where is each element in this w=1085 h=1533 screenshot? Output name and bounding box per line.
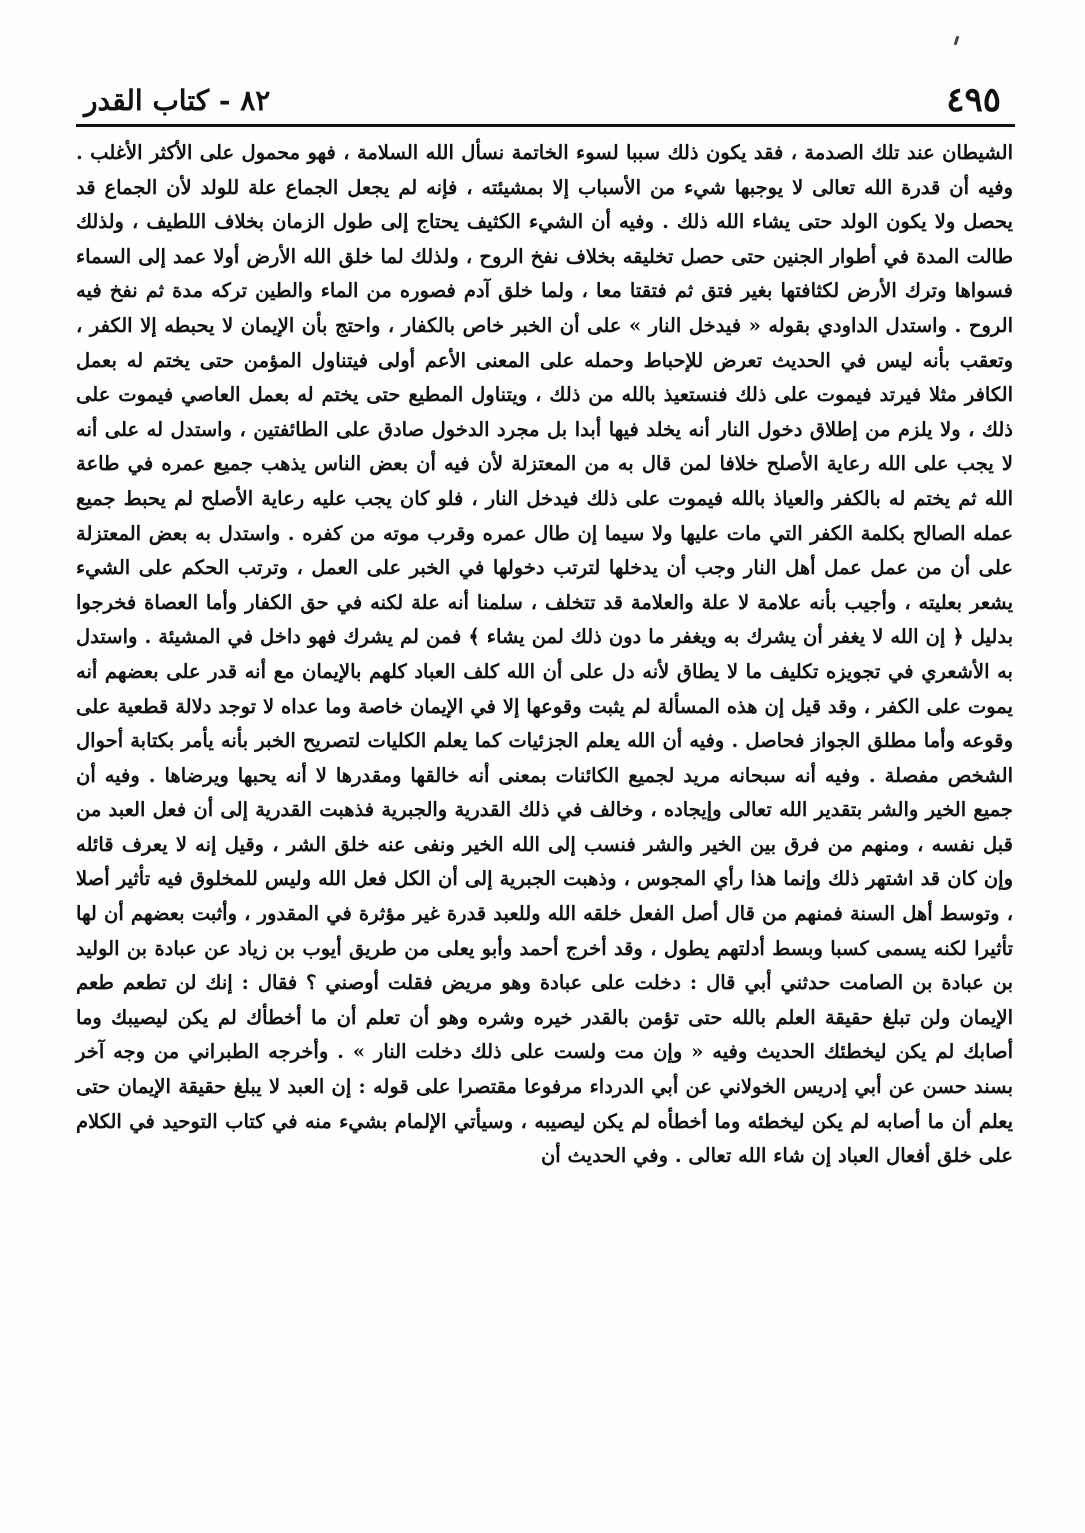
body-paragraph: الشيطان عند تلك الصدمة ، فقد يكون ذلك سببا لسوء الخاتمة نسأل الله السلامة ، فهو محمول على الأكثر الأغلب . وفيه أن قدرة الله تعالى لا يوجبها شيء من الأسباب إلا بمشيئته ، فإنه لم يجعل الجماع علة للولد لأن الجماع قد يحصل ولا يكون الولد حتى يشاء الله ذلك . وفيه أن الشيء الكثيف يحتاج إلى طول الزمان بخلاف اللطيف ، ولذلك طالت المدة في أطوار الجنين حتى حصل تخليقه بخلاف نفخ الروح ، ولذلك لما خلق الله الأرض أولا عمد إلى السماء فسواها وترك الأرض لكثافتها بغير فتق ثم فتقتا معا ، ولما خلق آدم فصوره من الماء والطين تركه مدة ثم نفخ فيه الروح . واستدل الداودي بقوله « فيدخل النار » على أن الخبر خاص بالكفار ، واحتج بأن الإيمان لا يحبطه إلا الكفر ، وتعقب بأنه ليس في الحديث تعرض للإحباط وحمله على المعنى الأعم أولى فيتناول المؤمن حتى يختم له بعمل الكافر مثلا فيرتد فيموت على ذلك فنستعيذ بالله من ذلك ، ويتناول المطيع حتى يختم له بعمل العاصي فيموت على ذلك ، ولا يلزم من إطلاق دخول النار أنه يخلد فيها أبدا بل مجرد الدخول صادق على الطائفتين ، واستدل له على أنه لا يجب على الله رعاية الأصلح خلافا لمن قال به من المعتزلة لأن فيه أن بعض الناس يذهب جميع عمره في طاعة الله ثم يختم له بالكفر والعياذ بالله فيموت على ذلك فيدخل النار ، فلو كان يجب عليه رعاية الأصلح لم يحبط جميع عمله الصالح بكلمة الكفر التي مات عليها ولا سيما إن طال عمره وقرب موته من كفره . واستدل به بعض المعتزلة على أن من عمل عمل أهل النار وجب أن يدخلها لترتب دخولها في الخبر على العمل ، وترتب الحكم على الشيء يشعر بعليته ، وأجيب بأنه علامة لا علة والعلامة قد تتخلف ، سلمنا أنه علة لكنه في حق الكفار وأما العصاة فخرجوا بدليل ﴿ إن الله لا يغفر أن يشرك به ويغفر ما دون ذلك لمن يشاء ﴾ فمن لم يشرك فهو داخل في المشيئة . واستدل به الأشعري في تجويزه تكليف ما لا يطاق لأنه دل على أن الله كلف العباد كلهم بالإيمان مع أنه قدر على بعضهم أنه يموت على الكفر ، وقد قيل إن هذه المسألة لم يثبت وقوعها إلا في الإيمان خاصة وما عداه لا توجد دلالة قطعية على وقوعه وأما مطلق الجواز فحاصل . وفيه أن الله يعلم الجزئيات كما يعلم الكليات لتصريح الخبر بأنه يأمر بكتابة أحوال الشخص مفصلة . وفيه أنه سبحانه مريد لجميع الكائنات بمعنى أنه خالقها ومقدرها لا أنه يحبها ويرضاها . وفيه أن جميع الخير والشر بتقدير الله تعالى وإيجاده ، وخالف في ذلك القدرية والجبرية فذهبت القدرية إلى أن فعل العبد من قبل نفسه ، ومنهم من فرق بين الخير والشر فنسب إلى الله الخير ونفى عنه خلق الشر ، وقيل إنه لا يعرف قائله وإن كان قد اشتهر ذلك وإنما هذا رأي المجوس ، وذهبت الجبرية إلى أن الكل فعل الله وليس للمخلوق فيه تأثير أصلا ، وتوسط أهل السنة فمنهم من قال أصل الفعل خلقه الله وللعبد قدرة غير مؤثرة في المقدور ، وأثبت بعضهم أن لها تأثيرا لكنه يسمى كسبا وبسط أدلتهم يطول ، وقد أخرج أحمد وأبو يعلى من طريق أيوب بن زياد عن عبادة بن الوليد بن عبادة بن الصامت حدثني أبي قال : دخلت على عبادة وهو مريض فقلت أوصني ؟ فقال : إنك لن تطعم طعم الإيمان ولن تبلغ حقيقة العلم بالله حتى تؤمن بالقدر خيره وشره وهو أن تعلم أن ما أخطأك لم يكن ليصيبك وما أصابك لم يكن ليخطئك الحديث وفيه « وإن مت ولست على ذلك دخلت النار » . وأخرجه الطبراني من وجه آخر بسند حسن عن أبي إدريس الخولاني عن أبي الدرداء مرفوعا مقتصرا على قوله : إن العبد لا يبلغ حقيقة الإيمان حتى يعلم أن ما أصابه لم يكن ليخطئه وما أخطأه لم يكن ليصيبه ، وسيأتي الإلمام بشيء منه في كتاب التوحيد في الكلام على خلق أفعال العباد إن شاء الله تعالى . وفي الحديث أن [76, 141, 1013, 1168]
page-number: ٤٩٥ [946, 80, 1001, 120]
body-text-block [76, 136, 1013, 1174]
running-title: ٨٢ - كتاب القدر [84, 84, 271, 117]
header-divider [76, 124, 1015, 127]
scan-speck [954, 36, 960, 45]
page-header [76, 70, 1009, 126]
